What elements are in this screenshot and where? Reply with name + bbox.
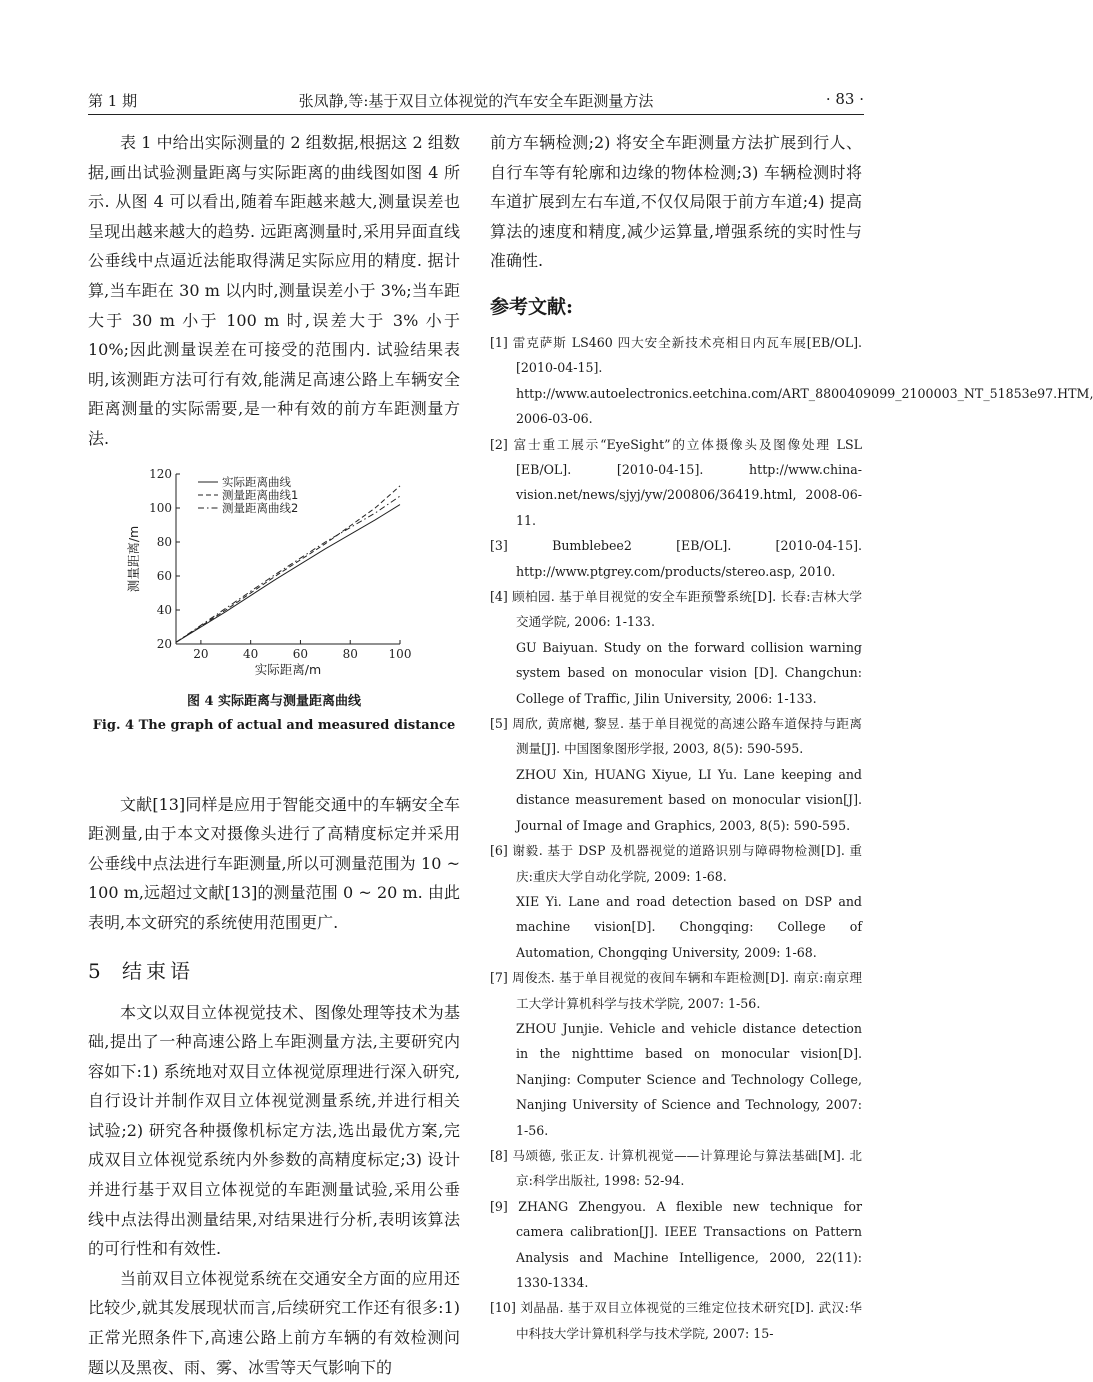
- y-tick-label: 100: [149, 500, 172, 515]
- paragraph-future-work-cont: 前方车辆检测;2) 将安全车距测量方法扩展到行人、自行车等有轮廓和边缘的物体检测;3) 车辆检测时将车道扩展到左右车道,不仅仅局限于前方车道;4) 提高算法的速度和精度,减少运算量,增强系统的实时性与准确性.: [490, 133, 862, 271]
- references-heading: 参考文献:: [490, 295, 574, 318]
- reference-text: [5] 周欣, 黄席樾, 黎昱. 基于单目视觉的高速公路车道保持与距离测量[J]. 中国图象图形学报, 2003, 8(5): 590-595.: [490, 716, 862, 757]
- reference-item: [490, 533, 862, 584]
- running-title: 张凤静,等:基于双目立体视觉的汽车安全车距测量方法: [298, 92, 654, 110]
- reference-item: [490, 432, 862, 534]
- paragraph-future-work: 当前双目立体视觉系统在交通安全方面的应用还比较少,就其发展现状而言,后续研究工作还有很多:1) 正常光照条件下,高速公路上前方车辆的有效检测问题以及黑夜、雨、雾、冰雪等天气影响下的: [88, 1268, 460, 1377]
- reference-text-en: ZHOU Junjie. Vehicle and vehicle distance detection in the nighttime based on monocular vision[D]. Nanjing: Computer Science and Technology College, Nanjing University of Science and Technology, 2007: 1-56.: [516, 1020, 862, 1138]
- reference-text-en: ZHOU Xin, HUANG Xiyue, LI Yu. Lane keeping and distance measurement based on monocular vision[J]. Journal of Image and Graphics, 2003, 8(5): 590-595.: [516, 766, 862, 833]
- y-tick-label: 20: [156, 636, 172, 651]
- y-tick-label: 80: [156, 534, 172, 549]
- x-tick-label: 100: [388, 646, 412, 661]
- section-title: 结束语: [122, 958, 194, 983]
- x-tick-label: 80: [342, 646, 358, 661]
- reference-item: [490, 584, 862, 711]
- y-tick-label: 40: [156, 602, 172, 617]
- distance-chart: [88, 460, 460, 690]
- reference-text-en: GU Baiyuan. Study on the forward collision warning system based on monocular vision [D]. Changchun: College of Traffic, Jilin University, 2006: 1-133.: [516, 639, 862, 706]
- page-number: · 83 ·: [825, 90, 864, 108]
- section-heading: [88, 956, 460, 986]
- legend-label: 测量距离曲线2: [222, 500, 299, 515]
- paragraph-results: 表 1 中给出实际测量的 2 组数据,根据这 2 组数据,画出试验测量距离与实际距离的曲线图如图 4 所示. 从图 4 可以看出,随着车距越来越大,测量误差也呈现出越来越大的趋势. 远距离测量时,采用异面直线公垂线中点逼近法能取得满足实际应用的精度. 据计算,当车距在 30 m 以内时,测量误差小于 3%;当车距大于 30 m 小于 100 m 时,误差大于 3% 小于 10%;因此测量误差在可接受的范围内. 试验结果表明,该测距方法可行有效,能满足高速公路上车辆安全距离测量的实际需要,是一种有效的前方车距测量方法.: [88, 133, 460, 448]
- series-line-1: [176, 504, 400, 642]
- y-tick-label: 120: [149, 466, 172, 481]
- figure-caption-cn: 图 4 实际距离与测量距离曲线: [186, 693, 362, 709]
- reference-text: [6] 谢毅. 基于 DSP 及机器视觉的道路识别与障碍物检测[D]. 重庆:重庆大学自动化学院, 2009: 1-68.: [490, 843, 862, 884]
- running-header: [88, 88, 864, 115]
- section-number: 5: [88, 958, 101, 983]
- right-column: [490, 128, 1093, 1346]
- paragraph-comparison: 文献[13]同样是应用于智能交通中的车辆安全车距测量,由于本文对摄像头进行了高精度标定并采用公垂线中点法进行车距测量,所以可测量范围为 10 ~ 100 m,远超过文献[13]的测量范围 0 ~ 20 m. 由此表明,本文研究的系统使用范围更广.: [88, 794, 460, 932]
- reference-item: [490, 330, 1093, 432]
- y-tick-label: 60: [156, 568, 172, 583]
- paragraph-conclusion: 本文以双目立体视觉技术、图像处理等技术为基础,提出了一种高速公路上车距测量方法,主要研究内容如下:1) 系统地对双目立体视觉原理进行深入研究,自行设计并制作双目立体视觉测量系统,并进行相关试验;2) 研究各种摄像机标定方法,选出最优方案,完成双目立体视觉系统内外参数的高精度标定;3) 设计并进行基于双目立体视觉的车距测量试验,采用公垂线中点法得出测量结果,对结果进行分析,表明该算法的可行性和有效性.: [88, 1002, 460, 1259]
- reference-item: [490, 1194, 862, 1296]
- reference-item: [490, 1295, 862, 1346]
- reference-text: [2] 富士重工展示“EyeSight”的立体摄像头及图像处理 LSL [EB/OL]. [2010-04-15]. http://www.china-vision.net/news/sjyj/yw/200806/36419.html, 2008-06-11.: [490, 436, 862, 528]
- reference-item: [490, 965, 862, 1143]
- legend-label: 测量距离曲线1: [222, 487, 299, 502]
- x-tick-label: 40: [243, 646, 259, 661]
- reference-item: [490, 838, 862, 965]
- reference-text: [3] Bumblebee2 [EB/OL]. [2010-04-15]. http://www.ptgrey.com/products/stereo.asp, 2010.: [490, 538, 862, 579]
- reference-item: [490, 1143, 862, 1194]
- x-tick-label: 20: [193, 646, 209, 661]
- reference-text: [10] 刘晶晶. 基于双目立体视觉的三维定位技术研究[D]. 武汉:华中科技大学计算机科学与技术学院, 2007: 15-: [490, 1300, 862, 1341]
- reference-text: [7] 周俊杰. 基于单目视觉的夜间车辆和车距检测[D]. 南京:南京理工大学计算机科学与技术学院, 2007: 1-56.: [490, 970, 862, 1011]
- x-tick-label: 60: [292, 646, 309, 661]
- reference-text: [4] 顾柏园. 基于单目视觉的安全车距预警系统[D]. 长春:吉林大学交通学院, 2006: 1-133.: [490, 589, 862, 630]
- reference-text: [9] ZHANG Zhengyou. A flexible new technique for camera calibration[J]. IEEE Transactions on Pattern Analysis and Machine Intelligence, 2000, 22(11): 1330-1334.: [490, 1198, 862, 1290]
- legend-label: 实际距离曲线: [222, 474, 291, 489]
- figure-4: [88, 460, 460, 790]
- reference-item: [490, 711, 862, 838]
- reference-text-en: XIE Yi. Lane and road detection based on DSP and machine vision[D]. Chongqing: College of Automation, Chongqing University, 2009: 1-68.: [516, 893, 862, 960]
- issue-number: 第 1 期: [88, 92, 138, 110]
- figure-caption-en: Fig. 4 The graph of actual and measured distance: [92, 717, 456, 733]
- left-column: [88, 128, 460, 1382]
- reference-text: [1] 雷克萨斯 LS460 四大安全新技术亮相日内瓦车展[EB/OL]. [2010-04-15]. http://www.autoelectronics.eetchina.com/ART_8800409099_2100003_NT_51853e97.HTM, 2006-03-06.: [490, 334, 1093, 427]
- reference-text: [8] 马颂德, 张正友. 计算机视觉——计算理论与算法基础[M]. 北京:科学出版社, 1998: 52-94.: [490, 1147, 862, 1189]
- y-axis-label: 测量距离/m: [126, 525, 141, 592]
- reference-list: [490, 330, 1093, 1346]
- x-axis-label: 实际距离/m: [254, 661, 322, 677]
